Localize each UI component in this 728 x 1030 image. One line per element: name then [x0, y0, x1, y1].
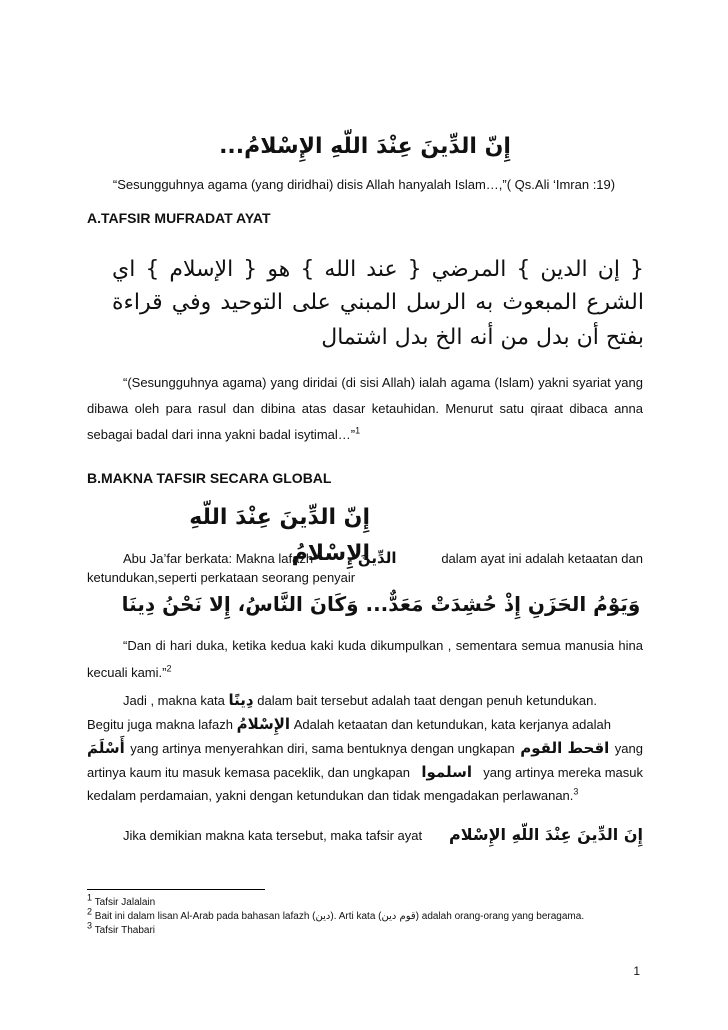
para2-line3b: yang [614, 741, 643, 756]
para1-arabic: الدِّينَ [357, 549, 397, 567]
para2-line5-text: kedalam perdamaian, yakni dengan ketundukan dan tidak mengadakan perlawanan. [87, 788, 574, 803]
footnote-2-text-b: ). Arti kata ( [330, 911, 382, 922]
para2-word4: اقحط القوم [520, 739, 610, 757]
para2-line4b: yang artinya mereka masuk [483, 765, 643, 780]
para3-text: Jika demikian makna kata tersebut, maka tafsir ayat [123, 828, 423, 843]
footnote-1-text: Tafsir Jalalain [94, 897, 156, 908]
para2-word5: اسلموا [421, 763, 472, 781]
footnote-2-ar1: دين [315, 911, 331, 922]
tafsir-arabic-line-1: { إن الدين } المرضي { عند الله } هو { الإسلام } اي [112, 257, 644, 282]
para3-arabic: إِنَ الدِّينَ عِنْدَ اللّهِ الإِسْلام [449, 825, 643, 844]
para2-word1: دِينًا [228, 691, 254, 709]
footnote-ref-2[interactable]: 2 [166, 663, 172, 674]
para2-line5 [87, 787, 643, 804]
section-a-heading: A.TAFSIR MUFRADAT AYAT [87, 210, 271, 226]
verse-arabic: إِنّ الدِّينَ عِنْدَ اللّهِ الإِسْلامُ [189, 505, 370, 566]
para2-start: Jadi , makna kata [123, 693, 225, 708]
para1-line1 [123, 550, 643, 567]
footnote-2 [87, 906, 667, 923]
para2-line4a: artinya kaum itu masuk kemasa paceklik, dan ungkapan [87, 765, 411, 780]
footnote-2-ar2: قوم دين [381, 911, 416, 922]
footnote-ref-1[interactable]: 1 [355, 425, 361, 436]
footnote-separator [87, 889, 265, 890]
footnote-3-num: 3 [87, 920, 93, 931]
para2-line2a: Begitu juga makna lafazh [87, 717, 233, 732]
title-verse-translation: “Sesungguhnya agama (yang diridhai) disis Allah hanyalah Islam…,”( Qs.Ali ‘Imran :19) [112, 177, 616, 192]
footnote-2-text-c: ) adalah orang-orang yang beragama. [415, 911, 585, 922]
footnote-1 [87, 892, 647, 909]
para2-word2: الإِسْلامُ [236, 715, 291, 733]
poem-translation [87, 632, 643, 686]
para1-before: Abu Ja’far berkata: Makna lafazh [123, 551, 314, 566]
para2-word3: أَسْلَمَ [87, 739, 125, 757]
footnote-ref-3[interactable]: 3 [573, 786, 579, 797]
para2-line3 [87, 740, 643, 757]
para2-mid1: dalam bait tersebut adalah taat dengan penuh ketundukan. [257, 693, 597, 708]
tafsir-arabic-line-3: بفتح أن بدل من أنه الخ بدل اشتمال [321, 325, 644, 350]
poem-arabic: وَيَوْمُ الحَزَنِ إِذْ حُشِدَتْ مَعَدٌّ... وَكَانَ النَّاسُ، إِلا نَحْنُ دِينَا [121, 592, 641, 616]
footnote-1-num: 1 [87, 892, 93, 903]
tafsir-translation-text: “(Sesungguhnya agama) yang diridai (di sisi Allah) ialah agama (Islam) yakni syariat yang dibawa oleh para rasul dan dibina atas dasar ketauhidan. Menurut satu qiraat dibaca anna sebagai badal dari inna yakni badal isytimal…” [87, 375, 643, 442]
para1-after: dalam ayat ini adalah ketaatan dan [441, 551, 643, 566]
page-number: 1 [633, 964, 640, 978]
title-verse-arabic: إِنّ الدِّينَ عِنْدَ اللّهِ الإِسْلامُ... [219, 134, 511, 159]
poem-translation-text: “Dan di hari duka, ketika kedua kaki kuda dikumpulkan , sementara semua manusia hina kecuali kami.” [87, 638, 643, 680]
tafsir-translation [87, 370, 643, 448]
section-b-heading: B.MAKNA TAFSIR SECARA GLOBAL [87, 470, 332, 486]
para2-line4 [87, 764, 643, 781]
footnote-2-num: 2 [87, 906, 93, 917]
para2-line1 [123, 692, 643, 709]
para3 [123, 826, 643, 844]
footnote-3 [87, 920, 647, 937]
para2-line2b: Adalah ketaatan dan ketundukan, kata kerjanya adalah [293, 717, 611, 732]
para2-line2 [87, 716, 643, 733]
footnote-3-text: Tafsir Thabari [94, 925, 156, 936]
tafsir-arabic-line-2: الشرع المبعوث به الرسل المبني على التوحيد وفي قراءة [112, 290, 644, 315]
para2-line3a: yang artinya menyerahkan diri, sama bentuknya dengan ungkapan [130, 741, 515, 756]
para1-line2: ketundukan,seperti perkataan seorang penyair [87, 570, 356, 585]
footnote-2-text-a: Bait ini dalam lisan Al-Arab pada bahasan lafazh ( [94, 911, 316, 922]
